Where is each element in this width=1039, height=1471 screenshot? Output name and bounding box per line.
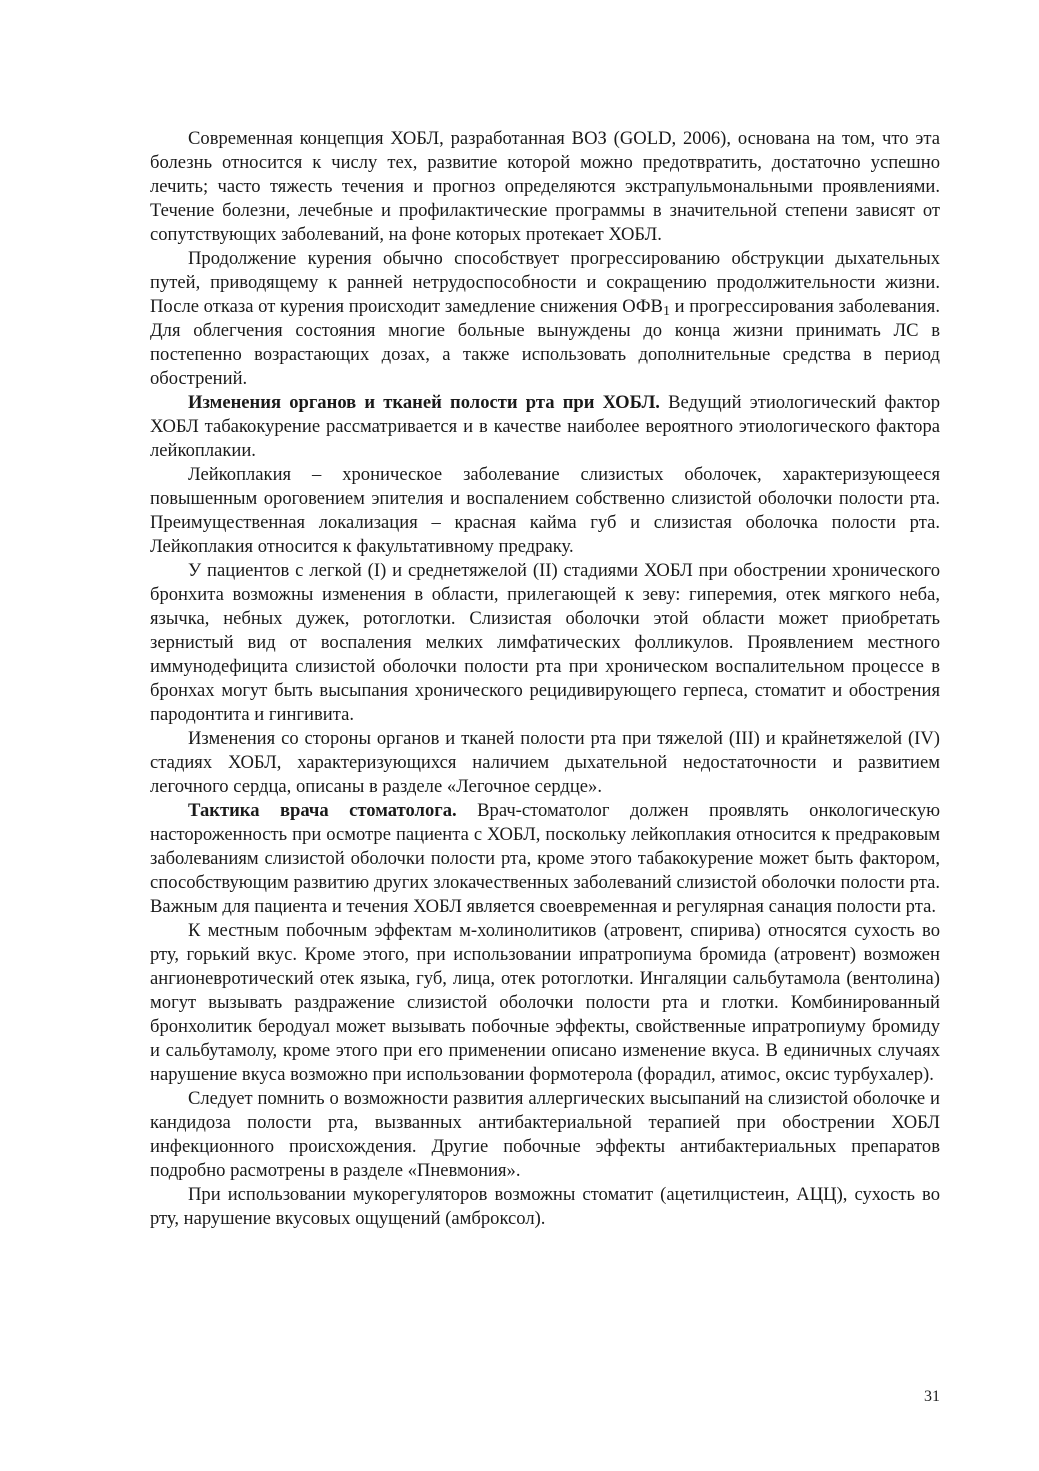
paragraph-text: Лейкоплакия – хроническое заболевание слизистых оболочек, характеризующееся повышенным ороговением эпителия и воспалением собственно слизистой оболочки полости рта. Преимущественная локализация – красная кайма губ и слизистая оболочка полости рта. Лейкоплакия относится к факультативному предраку. — [150, 464, 940, 557]
paragraph-side-effects — [150, 919, 940, 1087]
page-number: 31 — [924, 1388, 940, 1405]
paragraph-text: При использовании мукорегуляторов возможны стоматит (ацетилцистеин, АЦЦ), сухость во рту, нарушение вкусовых ощущений (амброксол). — [150, 1184, 940, 1229]
paragraph-allergic — [150, 1087, 940, 1183]
paragraph-text: Следует помнить о возможности развития аллергических высыпаний на слизистой оболочке и кандидоза полости рта, вызванных антибактериальной терапией при обострении ХОБЛ инфекционного происхождения. Другие побочные эффекты антибактериальных препаратов подробно расмотрены в разделе «Пневмония». — [150, 1088, 940, 1181]
paragraph-dentist-tactics — [150, 799, 940, 919]
paragraph-mucoregulators — [150, 1183, 940, 1231]
document-body — [150, 127, 940, 1231]
subscript-index: 1 — [662, 304, 670, 319]
paragraph-text: Продолжение курения обычно способствует прогрессированию обструкции дыхательных путей, приводящему к ранней нетрудоспособности и сокращению продолжительности жизни. После отказа от курения происходит замедление снижения ОФВ — [150, 248, 940, 317]
paragraph-severe-stages — [150, 727, 940, 799]
paragraph-text: Ведущий этиологический фактор ХОБЛ табакокурение рассматривается и в качестве наиболее вероятного этиологического фактора лейкоплакии. — [150, 392, 940, 461]
paragraph-text: Современная концепция ХОБЛ, разработанная ВОЗ (GOLD, 2006), основана на том, что эта болезнь относится к числу тех, развитие которой можно предотвратить, достаточно успешно лечить; часто тяжесть течения и прогноз определяются экстрапульмональными проявлениями. Течение болезни, лечебные и профилактические программы в значительной степени зависят от сопутствующих заболеваний, на фоне которых протекает ХОБЛ. — [150, 128, 940, 245]
paragraph-gold-concept — [150, 127, 940, 247]
section-heading-dentist-tactics: Тактика врача стоматолога. — [188, 800, 457, 821]
paragraph-text: У пациентов с легкой (I) и среднетяжелой (II) стадиями ХОБЛ при обострении хронического бронхита возможны изменения в области, прилегающей к зеву: гиперемия, отек мягкого неба, язычка, небных дужек, ротоглотки. Слизистая оболочки этой области может приобретать зернистый вид от воспаления мелких лимфатических фолликулов. Проявлением местного иммунодефицита слизистой оболочки полости рта при хроническом воспалительном процессе в бронхах могут быть высыпания хронического рецидивирующего герпеса, стоматит и обострения пародонтита и гингивита. — [150, 560, 940, 725]
section-heading-oral-changes: Изменения органов и тканей полости рта при ХОБЛ. — [188, 392, 660, 413]
paragraph-mild-stages — [150, 559, 940, 727]
paragraph-text: Врач-стоматолог должен проявлять онкологическую настороженность при осмотре пациента с ХОБЛ, поскольку лейкоплакия относится к предраковым заболеваниям слизистой оболочки полости рта, кроме этого табакокурение может быть фактором, способствующим развитию других злокачественных заболеваний слизистой оболочки полости рта. Важным для пациента и течения ХОБЛ является своевременная и регулярная санация полости рта. — [150, 800, 940, 917]
paragraph-oral-changes — [150, 391, 940, 463]
paragraph-text: Изменения со стороны органов и тканей полости рта при тяжелой (III) и крайнетяжелой (IV) стадиях ХОБЛ, характеризующихся наличием дыхательной недостаточности и развитием легочного сердца, описаны в разделе «Легочное сердце». — [150, 728, 940, 797]
paragraph-smoking — [150, 247, 940, 391]
paragraph-leukoplakia — [150, 463, 940, 559]
paragraph-text: К местным побочным эффектам м-холинолитиков (атровент, спирива) относятся сухость во рту, горький вкус. Кроме этого, при использовании ипратропиума бромида (атровент) возможен ангионевротический отек языка, губ, лица, отек ротоглотки. Ингаляции сальбутамола (вентолина) могут вызывать раздражение слизистой оболочки полости рта и глотки. Комбинированный бронхолитик беродуал может вызывать побочные эффекты, свойственные ипратропиуму бромиду и сальбутамолу, кроме этого при его применении описано изменение вкуса. В единичных случаях нарушение вкуса возможно при использовании формотерола (форадил, атимос, оксис турбухалер). — [150, 920, 940, 1085]
paragraph-text-continued: и прогрессирования заболевания. Для облегчения состояния многие больные вынуждены до конца жизни принимать ЛС в постепенно возрастающих дозах, а также использовать дополнительные средства в период обострений. — [150, 296, 940, 389]
